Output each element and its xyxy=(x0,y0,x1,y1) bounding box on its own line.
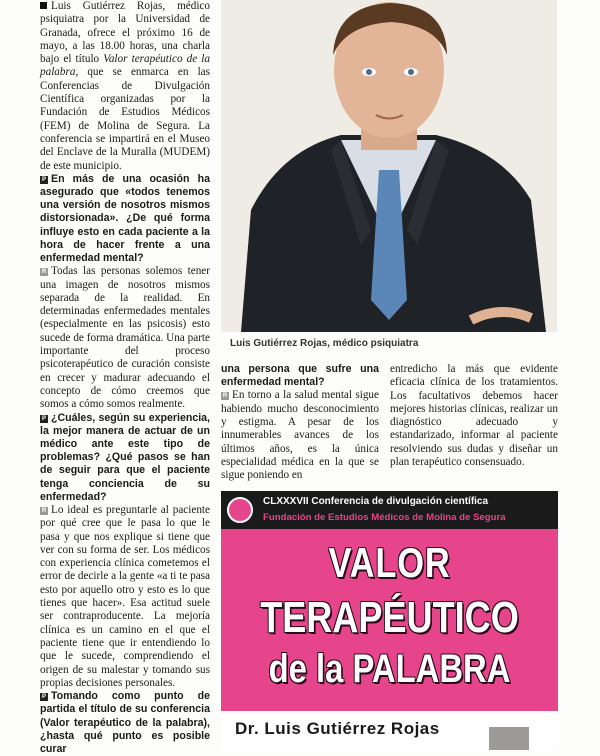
article-column-1 xyxy=(40,0,210,756)
question-marker-icon: P xyxy=(41,415,46,422)
poster-conference-line: CLXXXVII Conferencia de divulgación científica xyxy=(263,496,489,507)
answer-marker-icon: R xyxy=(222,393,228,400)
answer-marker-icon: R xyxy=(41,507,47,514)
question-2: P ¿Cuáles, según su experiencia, la mejor manera de actuar de un médico ante este tipo de problemas? ¿Qué pasos se han de seguir para que el paciente tenga conciencia de su enfermedad? xyxy=(40,411,210,503)
poster-author-bar xyxy=(221,711,558,750)
portrait-photo xyxy=(221,0,557,332)
article-column-2 xyxy=(221,363,379,482)
conference-title-inline: Valor terapéutico de la palabra xyxy=(40,53,210,79)
poster-title-line-1: VALOR xyxy=(328,539,451,586)
answer-2: R Lo ideal es preguntarle al paciente por qué cree que le pasa lo que le pasa y que nos explique si tiene que ver con su forma de ser. Los médicos con experiencia clínica cometemos el error de decirle a la gente «a ti te pasa esto por aquello otro y esto es lo que tienes que hacer». Esa actitud suele ser contraproducente. La mejoría clínica es un camino en el que el paciente tiene que ir entendiendo lo que le sucede, comprendiendo el origen de su malestar y tomando sus propias decisiones personales. xyxy=(40,503,210,689)
question-1: P En más de una ocasión ha asegurado que «todos tenemos una versión de nosotros mismos distorsionada». ¿De qué forma influye esto en cada paciente a la hora de hacer frente a una enfermedad mental? xyxy=(40,172,210,265)
author-thumbnail xyxy=(489,727,529,750)
question-3: P Tomando como punto de partida el título de su conferencia (Valor terapéutico de la palabra), ¿hasta qué punto es posible curar xyxy=(40,690,210,755)
intro-paragraph: Luis Gutiérrez Rojas, médico psiquiatra por la Universidad de Granada, ofrece el próximo 16 de mayo, a las 18.00 horas, una charla bajo el título Valor terapéutico de la palabra, que se enmarca en las Conferencias de Divulgación Científica organizadas por la Fundación de Estudios Médicos (FEM) de Molina de Segura. La conferencia se impartirá en el Museo del Enclave de la Muralla (MUDEM) de este municipio. xyxy=(40,0,210,172)
question-marker-icon: P xyxy=(41,694,46,701)
answer-3-continued: entredicho la más que evidente eficacia clínica de los tratamientos. Los facultativos debemos hacer mejores historias clínicas, realizar un diagnóstico adecuado y estandarizado, informar al paciente resolviendo sus dudas y diseñar un plan terapéutico consensuado. xyxy=(390,363,558,469)
question-3-continued: una persona que sufre una enfermedad mental? xyxy=(221,363,379,389)
poster-title-line-3: de la PALABRA xyxy=(268,647,511,691)
poster-banner xyxy=(221,491,558,529)
conference-poster xyxy=(221,491,558,750)
poster-title-line-2: TERAPÉUTICO xyxy=(260,593,519,642)
answer-1: R Todas las personas solemos tener una imagen de nosotros mismos separada de la realidad. En determinadas enfermedades mentales (especialmente en las psicosis) esto sucede de forma dramática. Una parte importante del proceso psicoterapéutico de curación consiste en crecer y madurar adecuando el concepto de cómo creemos que somos a cómo somos realmente. xyxy=(40,265,210,411)
poster-author: Dr. Luis Gutiérrez Rojas xyxy=(235,719,440,738)
article-column-3 xyxy=(390,363,558,469)
answer-marker-icon: R xyxy=(41,269,47,276)
question-marker-icon: P xyxy=(41,176,46,183)
photo-caption: Luis Gutiérrez Rojas, médico psiquiatra xyxy=(230,338,419,349)
square-bullet-icon xyxy=(40,2,47,9)
portrait-illustration xyxy=(221,0,557,332)
answer-3: R En torno a la salud mental sigue habiendo mucho desconocimiento y estigma. A pesar de los innumerables avances de los últimos años, es la única especialidad médica en la que se sigue poniendo en xyxy=(221,389,379,482)
poster-foundation-line: Fundación de Estudios Médicos de Molina de Segura xyxy=(263,512,506,523)
foundation-logo-icon xyxy=(227,497,253,523)
